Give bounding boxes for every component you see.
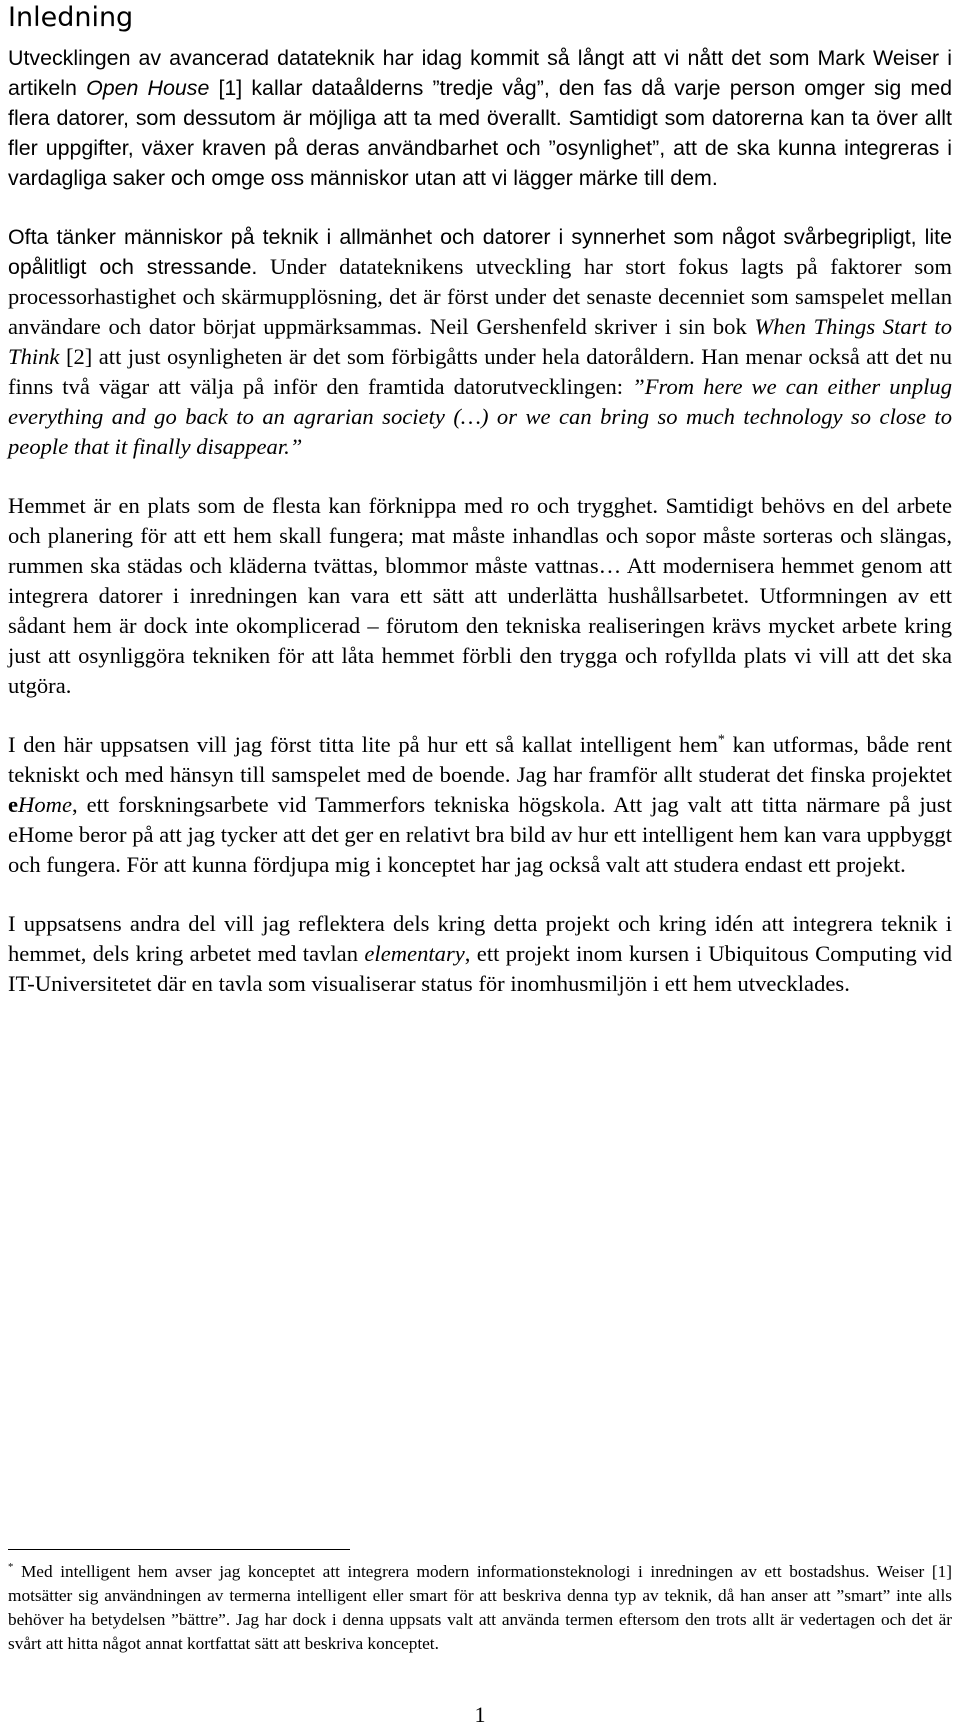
article-title: Open House — [86, 76, 210, 100]
book-title: When Things Start to Think — [8, 314, 952, 369]
second-part-text-a: I uppsatsens andra del vill jag reflektera dels kring detta projekt och kring idén att integrera teknik i hemmet, dels kring arbetet med tavlan — [8, 911, 952, 966]
paragraph-intro — [8, 43, 952, 193]
technology-text-a: Ofta tänker människor på teknik i allmänhet och datorer i synnerhet som något svårbegripligt, lite opålitligt och stressande. — [8, 225, 952, 279]
technology-text-c: [2] att just osynligheten är det som förbigåtts under hela datoråldern. Han menar också att det nu finns två vägar att välja på inför den framtida datorutvecklingen: — [8, 344, 952, 399]
footnote — [8, 1560, 952, 1656]
paragraph-purpose — [8, 730, 952, 880]
ehome-bold-prefix: e — [8, 792, 19, 817]
paragraph-home: Hemmet är en plats som de flesta kan förknippa med ro och trygghet. Samtidigt behövs en del arbete och planering för att ett hem skall fungera; mat måste inhandlas och sopor måste sorteras och slängas, rummen ska städas och kläderna tvättas, blommor måste vattnas… Att modernisera hemmet genom att integrera datorer i inredningen kan vara ett sätt att underlätta hushållsarbetet. Utformningen av ett sådant hem är dock inte okomplicerad – förutom den tekniska realiseringen krävs mycket arbete kring just att osynliggöra tekniken för att låta hemmet förbli den trygga och rofyllda plats vi vill att det ska utgöra. — [8, 493, 952, 698]
purpose-text-a: I den här uppsatsen vill jag först titta lite på hur ett så kallat intelligent hem — [8, 732, 718, 757]
footnote-divider — [8, 1549, 350, 1550]
page-number: 1 — [474, 1702, 486, 1727]
second-part-text-b: , ett projekt inom kursen i Ubiquitous Computing vid IT-Universitetet där en tavla som visualiserar status för inomhusmiljön i ett hem utvecklades. — [8, 941, 953, 996]
section-heading: Inledning — [8, 2, 134, 33]
intro-text-a: Utvecklingen av avancerad datateknik har idag kommit så långt att vi nått det som Mark Weiser i artikeln — [8, 46, 952, 100]
purpose-text-c: , ett forskningsarbete vid Tammerfors tekniska högskola. Att jag valt att titta närmare på just eHome beror på att jag tycker att det ger en relativt bra bild av hur ett intelligent hem kan vara uppbyggt och fungera. För att kunna fördjupa mig i konceptet har jag också valt att studera endast ett projekt. — [8, 792, 952, 877]
elementary-title: elementary — [364, 941, 465, 966]
intro-text-b: [1] kallar dataålderns ”tredje våg”, den fas då varje person omger sig med flera datorer, som dessutom är möjliga att ta med överallt. — [8, 76, 953, 130]
purpose-text-b: kan utformas, både rent tekniskt och med hänsyn till samspelet med de boende. Jag har framför allt studerat det finska projektet — [8, 732, 952, 787]
footnote-text: Med intelligent hem avser jag konceptet att integrera modern informationsteknologi i inredningen av ett bostadshus. Weiser [1] motsätter sig användningen av termerna intelligent eller smart för att beskriva denna typ av teknik, då han anser att ”smart” inte alls behöver ha betydelsen ”bättre”. Jag har dock i denna uppsats valt att använda termen eftersom den trots allt är vedertagen och det är svårt att hitta något annat kortfattat sätt att beskriva konceptet. — [8, 1562, 952, 1653]
footnote-marker: * — [8, 1561, 14, 1574]
technology-text-b: Under datateknikens utveckling har stort fokus lagts på faktorer som processorhastighet och skärmupplösning, det är först under det senaste decenniet som samspelet mellan användare och dator börjat uppmärksammas. Neil Gershenfeld skriver i sin bok — [8, 254, 952, 339]
gershenfeld-quote: ”From here we can either unplug everything and go back to an agrarian society (…) or we can bring so much technology so close to people that it finally disappear.” — [8, 374, 953, 459]
ehome-italic-suffix: Home — [18, 792, 72, 817]
intro-text-c: Samtidigt som datorerna kan ta över allt fler uppgifter, växer kraven på deras användbarhet och ”osynlighet”, att de ska kunna integreras i vardagliga saker och omge oss människor utan att vi lägger märke till dem. — [8, 106, 953, 190]
footnote-reference: * — [717, 732, 725, 748]
paragraph-technology — [8, 222, 952, 462]
paragraph-second-part — [8, 909, 952, 999]
